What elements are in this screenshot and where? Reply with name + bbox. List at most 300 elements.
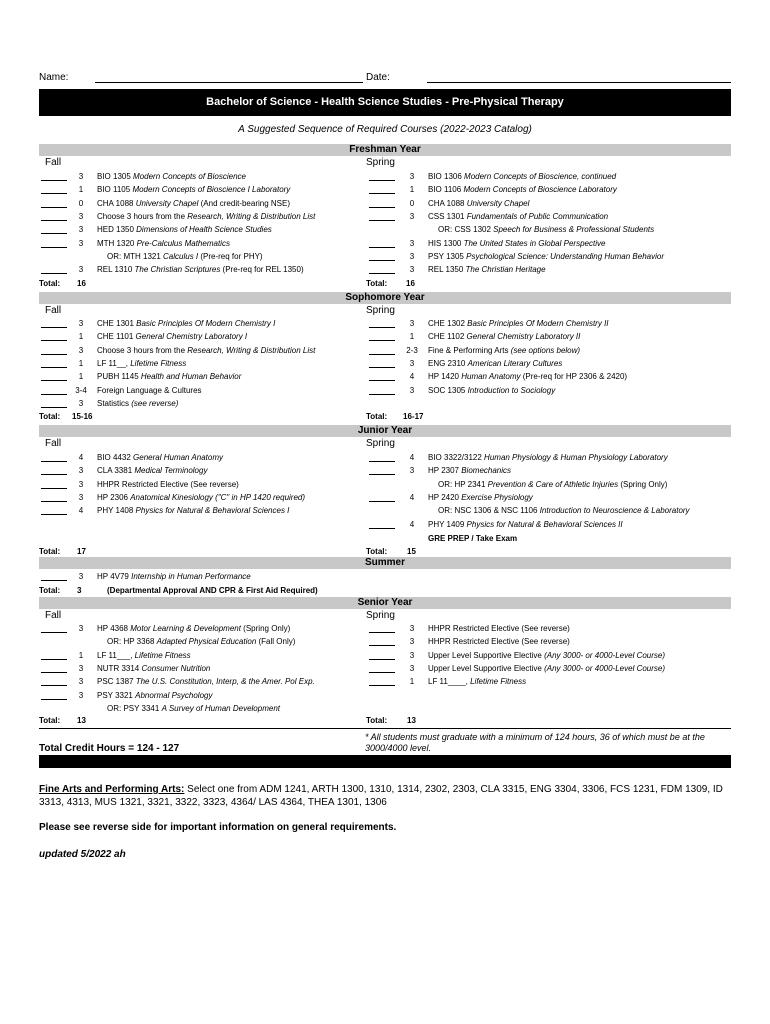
course-code: CHA 1088 [428, 198, 467, 208]
course-title: Calculus I [163, 251, 199, 261]
course-code: PSY 3321 [97, 690, 136, 700]
grade-blank[interactable] [41, 340, 67, 341]
course-code: HED 1350 [97, 225, 137, 235]
credit-hours: 3 [409, 319, 415, 328]
freshman-spring-total-label: Total: [366, 279, 388, 288]
date-label: Date: [366, 72, 390, 83]
credit-hours: 3 [409, 650, 415, 660]
course-entry [428, 386, 555, 395]
course-entry [428, 252, 664, 261]
fine-arts-label: Fine Arts and Performing Arts: [39, 784, 185, 795]
grade-blank[interactable] [369, 528, 395, 529]
course-title: Physics for Natural & Behavioral Sciences I [135, 506, 290, 515]
grade-blank[interactable] [369, 672, 395, 673]
senior-spring-total: 13 [407, 716, 416, 725]
grade-blank[interactable] [369, 380, 395, 381]
course-entry [428, 466, 511, 475]
credit-hours: 1 [78, 372, 84, 382]
course-code: BIO 1106 [428, 185, 464, 195]
grade-blank[interactable] [369, 193, 395, 194]
course-code: REL 1310 [97, 265, 135, 275]
course-note: (Spring Only) [240, 624, 291, 633]
course-entry [428, 265, 546, 274]
grade-blank[interactable] [41, 380, 67, 381]
course-entry [97, 319, 275, 328]
grade-blank[interactable] [41, 273, 67, 274]
senior-fall-total: 13 [77, 716, 86, 725]
credit-hours: 3 [78, 677, 84, 687]
grade-blank[interactable] [41, 474, 67, 475]
course-title: Fundamentals of Public Communication [466, 211, 609, 221]
course-title: General Chemistry Laboratory II [466, 332, 581, 342]
junior-spring-label: Spring [366, 438, 395, 449]
credit-hours: 1 [78, 185, 84, 195]
course-title: (Any 3000- or 4000-Level Course) [544, 663, 666, 673]
credit-hours: 3 [409, 385, 415, 395]
sophomore-year-header: Sophomore Year [39, 292, 731, 304]
grade-blank[interactable] [41, 207, 67, 208]
credit-hours: 3 [78, 466, 84, 475]
course-entry [97, 185, 290, 194]
course-note: (Spring Only) [618, 480, 668, 489]
course-entry [97, 664, 210, 673]
course-code: Upper Level Supportive Elective [428, 663, 545, 673]
course-entry [97, 624, 290, 633]
course-entry [428, 346, 580, 355]
course-entry [428, 199, 529, 208]
course-title: Prevention & Care of Athletic Injuries [487, 480, 619, 489]
credit-hours: 3 [78, 319, 84, 328]
course-title: Biomechanics [461, 466, 512, 475]
credit-hours: 3 [78, 624, 84, 633]
junior-fall-label: Fall [45, 438, 62, 449]
course-title: Motor Learning & Development [130, 624, 241, 633]
reverse-side-note: Please see reverse side for important information on general requirements. [39, 822, 397, 833]
summer-approval-note: (Departmental Approval AND CPR & First Aid Required) [107, 586, 318, 595]
course-code: Choose 3 hours from the [97, 345, 188, 355]
grade-blank[interactable] [369, 501, 395, 502]
credit-hours: 1 [78, 332, 84, 342]
course-title: Health and Human Behavior [140, 372, 242, 382]
course-title: Human Anatomy [461, 372, 521, 382]
summer-course-name: Internship in Human Performance [131, 572, 251, 581]
course-code: CHE 1301 [97, 319, 137, 328]
date-field[interactable] [427, 82, 731, 83]
credit-hours: 3 [409, 251, 415, 261]
course-title: Anatomical Kinesiology ("C" in HP 1420 required) [130, 493, 306, 502]
course-entry [97, 239, 230, 248]
sophomore-spring-total-label: Total: [366, 412, 388, 421]
grade-blank[interactable] [41, 501, 67, 502]
course-code: LF 11___, [97, 650, 135, 660]
course-code: HHPR Restricted Elective (See reverse) [97, 480, 239, 489]
grade-blank[interactable] [41, 180, 67, 181]
grade-blank[interactable] [41, 233, 67, 234]
credit-hours: 3 [78, 398, 84, 408]
course-code: BIO 1105 [97, 185, 133, 195]
course-title: Speech for Business & Professional Students [493, 225, 655, 235]
course-title: (see reverse) [131, 398, 179, 408]
course-title: Lifetime Fitness [134, 650, 191, 660]
summer-credit: 3 [78, 572, 84, 581]
footer-divider [39, 728, 731, 729]
grade-blank[interactable] [41, 220, 67, 221]
summer-grade-blank[interactable] [41, 580, 67, 581]
course-code: REL 1350 [428, 265, 466, 275]
freshman-fall-label: Fall [45, 157, 62, 168]
grade-blank[interactable] [41, 367, 67, 368]
course-entry [97, 265, 304, 274]
course-title: Modern Concepts of Bioscience Laboratory [463, 185, 617, 195]
credit-hours: 4 [78, 506, 84, 515]
course-code: HIS 1300 [428, 238, 464, 248]
name-field[interactable] [95, 82, 363, 83]
senior-spring-total-label: Total: [366, 716, 388, 725]
freshman-fall-total: 16 [77, 279, 86, 288]
course-code: NUTR 3314 [97, 663, 142, 673]
course-code: HP 2306 [97, 493, 131, 502]
grade-blank[interactable] [369, 207, 395, 208]
name-label: Name: [39, 72, 69, 83]
course-code: Fine & Performing Arts [428, 345, 511, 355]
grade-blank[interactable] [41, 247, 67, 248]
page-subtitle: A Suggested Sequence of Required Courses (2022-2023 Catalog) [238, 124, 532, 135]
course-entry [428, 637, 570, 646]
course-code: HHPR Restricted Elective (See reverse) [428, 637, 570, 647]
credit-hours: 2-3 [406, 345, 418, 355]
fine-arts-text: Select one from ADM 1241, ARTH 1300, 1310, 1314, 2302, 2303, CLA 3315, ENG 3304, 3306, FCS 1231, FDM 1309, ID 3313, 4313, MUS 1321, 3321, 3322, 3323, 4364/ LAS 4364, THEA 1301, 1306 [39, 784, 723, 808]
credit-hours: 1 [78, 650, 84, 660]
credit-hours: 4 [409, 493, 415, 502]
grade-blank[interactable] [369, 273, 395, 274]
course-entry [428, 664, 665, 673]
course-entry [428, 359, 562, 368]
course-code: OR: PSY 3341 [107, 703, 162, 713]
course-code: BIO 1306 [428, 172, 465, 181]
course-title: Lifetime Fitness [130, 358, 187, 368]
course-title: Adapted Physical Education [156, 637, 257, 647]
course-entry [97, 172, 246, 181]
course-entry [428, 372, 627, 381]
total-credit-hours: Total Credit Hours = 124 - 127 [39, 743, 180, 754]
credit-hours: 3 [409, 211, 415, 221]
course-code: OR: CSS 1302 [438, 225, 494, 235]
course-code: PUBH 1145 [97, 372, 141, 382]
course-entry [438, 225, 654, 234]
course-note: (Fall Only) [256, 637, 296, 647]
course-code: LF 11__, [97, 358, 131, 368]
freshman-spring-label: Spring [366, 157, 395, 168]
credit-hours: 1 [78, 358, 84, 368]
course-code: PHY 1408 [97, 506, 136, 515]
course-entry [107, 252, 263, 261]
course-title: University Chapel [466, 198, 530, 208]
course-entry [97, 359, 186, 368]
course-code: Upper Level Supportive Elective [428, 650, 545, 660]
course-entry [97, 399, 178, 408]
grade-blank[interactable] [369, 180, 395, 181]
page-title: Bachelor of Science - Health Science Studies - Pre-Physical Therapy [39, 89, 731, 116]
credit-hours: 3 [78, 493, 84, 502]
course-title: Exercise Physiology [461, 493, 533, 502]
credit-hours: 3 [78, 480, 84, 489]
course-entry [428, 185, 617, 194]
course-code: CHE 1101 [97, 332, 136, 342]
course-title: Consumer Nutrition [141, 663, 211, 673]
course-entry [97, 453, 223, 462]
grade-blank[interactable] [369, 394, 395, 395]
course-entry [97, 480, 239, 489]
grade-blank[interactable] [369, 461, 395, 462]
footer-bar [39, 755, 731, 768]
course-entry [97, 466, 207, 475]
course-title: Abnormal Psychology [135, 690, 213, 700]
course-entry [97, 225, 272, 234]
course-title: Modern Concepts of Bioscience, continued [464, 172, 617, 181]
grade-blank[interactable] [369, 367, 395, 368]
grade-blank[interactable] [41, 632, 67, 633]
course-note: (Pre-req for REL 1350) [220, 265, 304, 275]
credit-hours: 1 [409, 332, 415, 342]
grade-blank[interactable] [369, 220, 395, 221]
course-title: (Any 3000- or 4000-Level Course) [544, 650, 666, 660]
course-code: SOC 1305 [428, 385, 468, 395]
senior-fall-label: Fall [45, 610, 62, 621]
course-note: (Pre-req for PHY) [198, 251, 263, 261]
course-code: HP 4368 [97, 624, 131, 633]
course-title: University Chapel [135, 198, 199, 208]
grade-blank[interactable] [41, 659, 67, 660]
course-code: CHE 1302 [428, 319, 468, 328]
course-title: Research, Writing & Distribution List [187, 345, 316, 355]
sophomore-fall-label: Fall [45, 305, 62, 316]
course-entry [438, 480, 667, 489]
credit-hours: 3 [78, 663, 84, 673]
junior-spring-total-label: Total: [366, 547, 388, 556]
senior-fall-total-label: Total: [39, 716, 61, 725]
course-title: Basic Principles Of Modern Chemistry II [467, 319, 609, 328]
course-title: Research, Writing & Distribution List [187, 211, 316, 221]
course-code: HHPR Restricted Elective (See reverse) [428, 624, 570, 633]
course-title: Modern Concepts of Bioscience I Laboratory [132, 185, 291, 195]
credit-hours: 1 [409, 677, 415, 687]
grade-blank[interactable] [41, 699, 67, 700]
course-title: The United States in Global Perspective [463, 238, 606, 248]
course-entry [428, 624, 570, 633]
summer-course-code: HP 4V79 [97, 572, 132, 581]
course-entry [428, 651, 665, 660]
course-entry [428, 677, 526, 686]
course-entry [107, 637, 295, 646]
course-entry [97, 691, 212, 700]
course-entry [97, 506, 289, 515]
course-title: Physics for Natural & Behavioral Sciences II [466, 520, 623, 529]
grade-blank[interactable] [41, 672, 67, 673]
course-title: Pre-Calculus Mathematics [136, 238, 230, 248]
course-title: (see options below) [510, 345, 581, 355]
course-code: CLA 3381 [97, 466, 135, 475]
grade-blank[interactable] [41, 327, 67, 328]
credit-hours: 3-4 [75, 385, 87, 395]
grade-blank[interactable] [41, 461, 67, 462]
grade-blank[interactable] [41, 685, 67, 686]
sophomore-spring-total: 16-17 [403, 412, 424, 421]
freshman-spring-total: 16 [406, 279, 415, 288]
course-title: The U.S. Constitution, Interp, & the Amer. Pol Exp. [135, 677, 315, 687]
grade-blank[interactable] [41, 193, 67, 194]
credit-hours: 3 [409, 238, 415, 248]
junior-fall-total-label: Total: [39, 547, 61, 556]
freshman-year-header: Freshman Year [39, 144, 731, 156]
junior-spring-total: 15 [407, 547, 416, 556]
course-title: Dimensions of Health Science Studies [136, 225, 272, 235]
course-note: (And credit-bearing NSE) [198, 198, 290, 208]
course-entry [107, 704, 280, 713]
course-entry [428, 520, 623, 529]
senior-spring-label: Spring [366, 610, 395, 621]
course-entry [428, 493, 533, 502]
credit-hours: 3 [409, 358, 415, 368]
junior-fall-total: 17 [77, 547, 86, 556]
sophomore-spring-label: Spring [366, 305, 395, 316]
course-entry [428, 212, 608, 221]
course-title: A Survey of Human Development [161, 703, 280, 713]
grade-blank[interactable] [369, 340, 395, 341]
course-title: General Human Anatomy [133, 453, 223, 462]
grade-blank[interactable] [41, 354, 67, 355]
course-code: HP 2420 [428, 493, 462, 502]
course-code: BIO 1305 [97, 172, 134, 181]
freshman-fall-total-label: Total: [39, 279, 61, 288]
graduation-note: * All students must graduate with a minimum of 124 hours, 36 of which must be at the 3000/4000 level. [365, 732, 705, 753]
sophomore-fall-total: 15-16 [72, 412, 93, 421]
course-title: Introduction to Sociology [467, 385, 556, 395]
course-code: PHY 1409 [428, 520, 467, 529]
course-title: Basic Principles Of Modern Chemistry I [136, 319, 276, 328]
credit-hours: 3 [409, 466, 415, 475]
course-entry [428, 319, 609, 328]
credit-hours: 3 [78, 345, 84, 355]
course-entry [428, 332, 580, 341]
course-title: General Chemistry Laboratory I [135, 332, 248, 342]
course-title: Medical Terminology [134, 466, 208, 475]
course-entry [97, 212, 315, 221]
course-entry [428, 172, 616, 181]
sophomore-fall-total-label: Total: [39, 412, 61, 421]
course-entry [97, 493, 305, 502]
course-entry [428, 239, 605, 248]
course-code: CSS 1301 [428, 211, 467, 221]
credit-hours: 3 [78, 238, 84, 248]
course-code: ENG 2310 [428, 358, 468, 368]
credit-hours: 3 [409, 172, 415, 181]
course-code: Foreign Language & Cultures [97, 385, 202, 395]
course-title: American Literary Cultures [467, 358, 563, 368]
grade-blank[interactable] [41, 488, 67, 489]
credit-hours: 1 [409, 185, 415, 195]
credit-hours: 3 [78, 690, 84, 700]
course-entry [97, 332, 247, 341]
summer-total: 3 [77, 586, 82, 595]
grade-blank[interactable] [41, 394, 67, 395]
gre-prep-note: GRE PREP / Take Exam [428, 534, 518, 543]
course-code: Choose 3 hours from the [97, 211, 188, 221]
grade-blank[interactable] [369, 354, 395, 355]
course-title: Introduction to Neuroscience & Laboratory [539, 506, 690, 515]
credit-hours: 3 [78, 265, 84, 275]
grade-blank[interactable] [369, 260, 395, 261]
course-note: (Pre-req for HP 2306 & 2420) [520, 372, 628, 382]
grade-blank[interactable] [369, 659, 395, 660]
course-code: CHE 1102 [428, 332, 467, 342]
grade-blank[interactable] [369, 474, 395, 475]
course-code: CHA 1088 [97, 198, 136, 208]
course-entry [97, 199, 290, 208]
course-entry [97, 386, 202, 395]
course-entry [97, 651, 191, 660]
course-code: OR: HP 2341 [438, 480, 488, 489]
grade-blank[interactable] [369, 247, 395, 248]
credit-hours: 4 [409, 372, 415, 382]
course-code: BIO 4432 [97, 453, 134, 462]
course-title: Psychological Science: Understanding Human Behavior [466, 251, 664, 261]
course-entry [428, 453, 668, 462]
course-code: OR: HP 3368 [107, 637, 157, 647]
grade-blank[interactable] [41, 514, 67, 515]
credit-hours: 3 [78, 225, 84, 235]
course-code: BIO 3322/3122 [428, 453, 485, 462]
grade-blank[interactable] [41, 407, 67, 408]
summer-total-label: Total: [39, 586, 61, 595]
course-code: OR: NSC 1306 & NSC 1106 [438, 506, 540, 515]
grade-blank[interactable] [369, 632, 395, 633]
course-code: HP 2307 [428, 466, 462, 475]
credit-hours: 0 [78, 198, 84, 208]
credit-hours: 3 [409, 663, 415, 673]
course-code: LF 11____, [428, 677, 471, 687]
course-code: PSC 1387 [97, 677, 136, 687]
credit-hours: 4 [409, 520, 415, 529]
course-entry [97, 677, 315, 686]
senior-year-header: Senior Year [39, 597, 731, 609]
credit-hours: 3 [409, 637, 415, 647]
fine-arts-paragraph [39, 783, 729, 809]
course-entry [97, 346, 315, 355]
course-title: The Christian Scriptures [134, 265, 221, 275]
course-title: Lifetime Fitness [470, 677, 527, 687]
updated-note: updated 5/2022 ah [39, 849, 126, 860]
course-title: Modern Concepts of Bioscience [133, 172, 246, 181]
course-entry [97, 372, 241, 381]
summer-course [97, 572, 251, 581]
grade-blank[interactable] [369, 327, 395, 328]
credit-hours: 0 [409, 198, 415, 208]
credit-hours: 3 [409, 624, 415, 633]
credit-hours: 4 [409, 453, 415, 462]
credit-hours: 4 [78, 453, 84, 462]
course-title: The Christian Heritage [465, 265, 546, 275]
course-code: OR: MTH 1321 [107, 251, 164, 261]
credit-hours: 3 [409, 265, 415, 275]
junior-year-header: Junior Year [39, 425, 731, 437]
credit-hours: 3 [78, 172, 84, 181]
course-code: Statistics [97, 398, 132, 408]
course-code: HP 1420 [428, 372, 462, 382]
course-code: PSY 1305 [428, 251, 467, 261]
course-title: Human Physiology & Human Physiology Laboratory [484, 453, 668, 462]
grade-blank[interactable] [369, 685, 395, 686]
grade-blank[interactable] [369, 645, 395, 646]
